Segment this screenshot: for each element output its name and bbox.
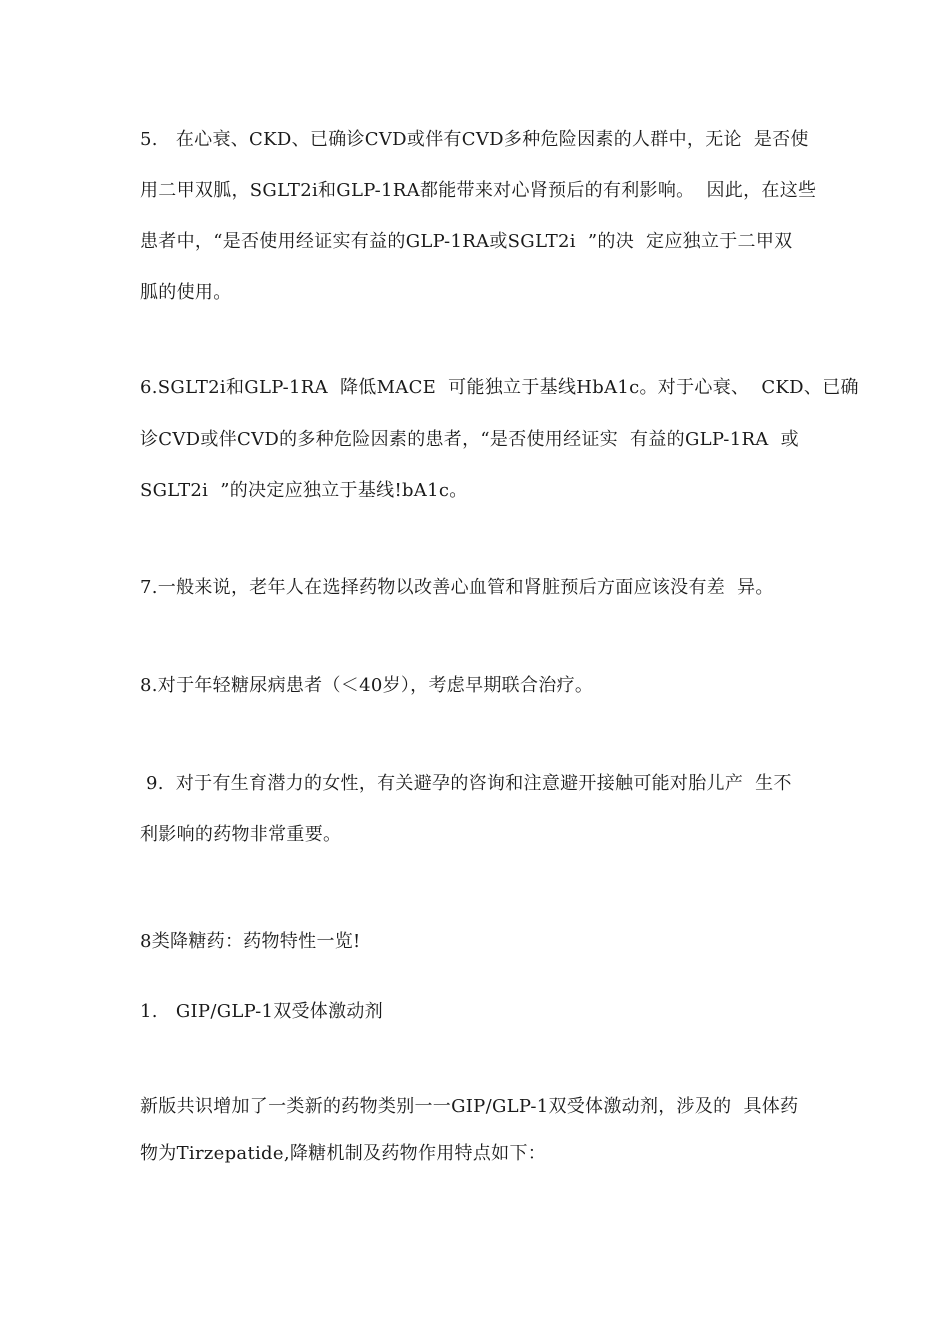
paragraph-5-line-2: 用二甲双胍，SGLT2i和GLP-1RA都能带来对心肾预后的有利影响。 因此，在这些 — [140, 180, 817, 201]
paragraph-6-line-1: 6.SGLT2i和GLP-1RA 降低MACE 可能独立于基线HbA1c。对于心衰、 CKD、已确 — [140, 377, 859, 398]
paragraph-6-line-3: SGLT2i ”的决定应独立于基线!bA1c。 — [140, 480, 468, 501]
paragraph-6-line-2: 诊CVD或伴CVD的多种危险因素的患者，“是否使用经证实 有益的GLP-1RA 或 — [140, 429, 799, 450]
paragraph-5-line-4: 胍的使用。 — [140, 282, 232, 303]
paragraph-8: 8.对于年轻糖尿病患者（＜40岁），考虑早期联合治疗。 — [140, 675, 594, 696]
paragraph-9-line-1: 9. 对于有生育潜力的女性，有关避孕的咨询和注意避开接触可能对胎儿产 生不 — [140, 773, 792, 794]
intro-paragraph-line-2: 物为Tirzepatide,降糖机制及药物作用特点如下： — [140, 1143, 547, 1164]
paragraph-5-line-3: 患者中，“是否使用经证实有益的GLP-1RA或SGLT2i ”的决 定应独立于二甲双 — [140, 231, 793, 252]
paragraph-5-line-1: 5. 在心衰、CKD、已确诊CVD或伴有CVD多种危险因素的人群中，无论 是否使 — [140, 129, 809, 150]
paragraph-7: 7.一般来说，老年人在选择药物以改善心血管和肾脏预后方面应该没有差 异。 — [140, 577, 774, 598]
subsection-heading: 1. GIP/GLP-1双受体激动剂 — [140, 1001, 383, 1022]
intro-paragraph-line-1: 新版共识增加了一类新的药物类别一一GIP/GLP-1双受体激动剂，涉及的 具体药 — [140, 1096, 799, 1117]
paragraph-9-line-2: 利影响的药物非常重要。 — [140, 824, 342, 845]
section-heading: 8类降糖药：药物特性一览! — [140, 931, 361, 952]
